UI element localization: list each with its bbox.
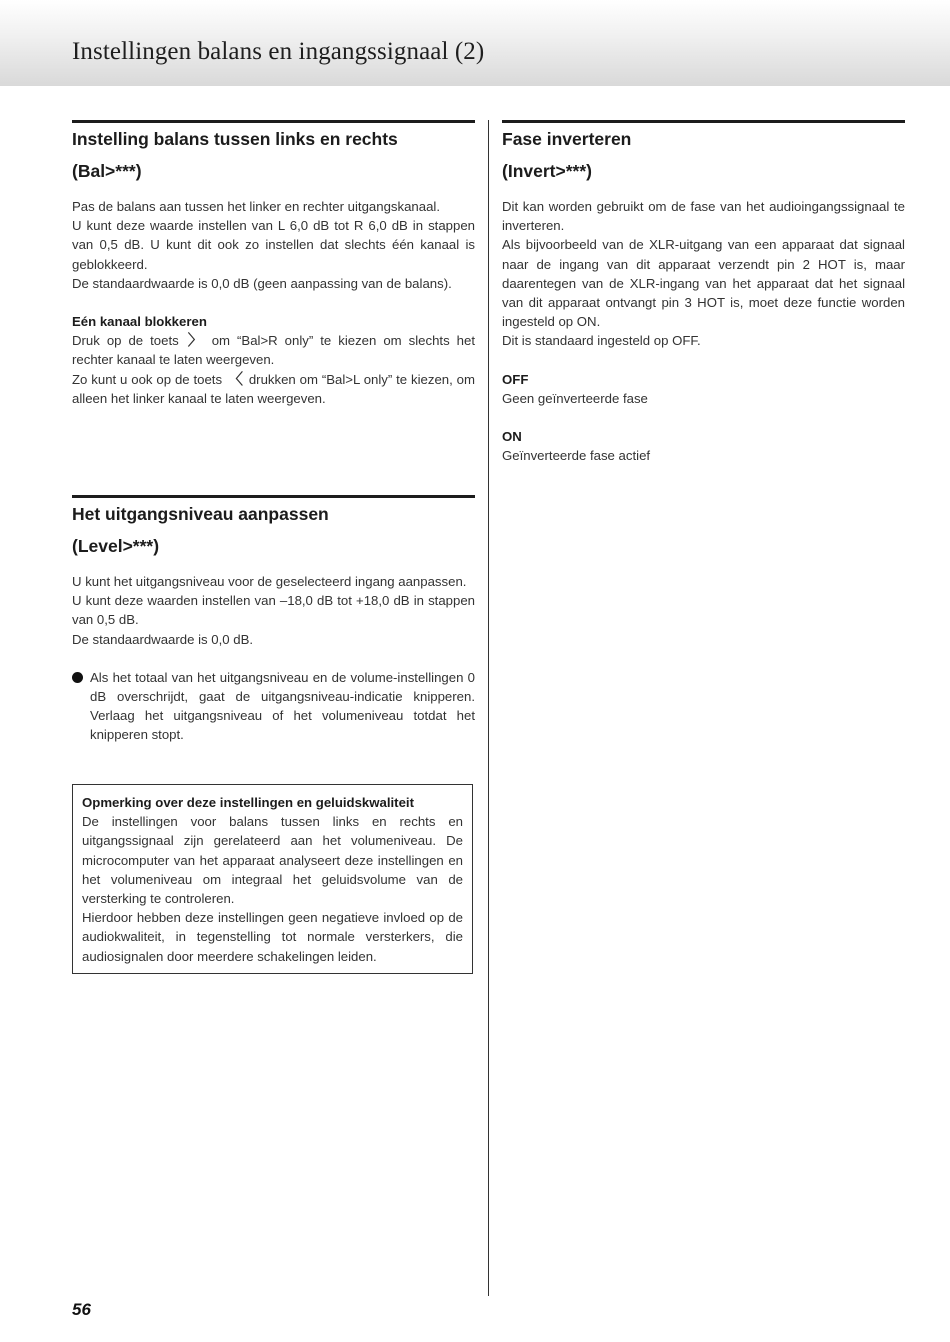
section-rule xyxy=(72,120,475,123)
invert-paragraph-1: Dit kan worden gebruikt om de fase van het audioingangssignaal te inverteren. xyxy=(502,199,905,234)
invert-body xyxy=(502,197,905,465)
level-paragraph-1: U kunt het uitgangsniveau voor de geselecteerd ingang aanpassen. xyxy=(72,574,467,589)
balance-title: Instelling balans tussen links en rechts xyxy=(72,129,398,149)
level-body xyxy=(72,572,475,745)
invert-section xyxy=(502,120,905,465)
level-bullet-text: Als het totaal van het uitgangsniveau en de volume-instellingen 0 dB overschrijdt, gaat de uitgangsniveau-indicatie knipperen. Verlaag het uitgangsniveau of het volumeniveau totdat het knipperen stopt. xyxy=(90,669,475,743)
column-divider xyxy=(488,120,489,1296)
level-bullet xyxy=(72,668,475,745)
invert-title: Fase inverteren xyxy=(502,129,632,149)
block-right-paragraph: Druk op de toets 〉 om “Bal>R only” te kiezen om slechts het rechter kanaal te laten weergeven. xyxy=(72,332,475,368)
balance-paragraph-2: U kunt deze waarde instellen van L 6,0 dB tot R 6,0 dB in stappen van 0,5 dB. U kunt dit ook zo instellen dat slechts één kanaal is geblokkeerd. xyxy=(72,218,475,272)
invert-paragraph-2: Als bijvoorbeeld van de XLR-uitgang van een apparaat dat signaal naar de ingang van dit apparaat verzendt pin 2 HOT is, maar daarentegen van de XLR-ingang van het apparaat dat het signaal van dit apparaat ontvangt pin 3 HOT is, moet deze functie worden ingesteld op ON. xyxy=(502,237,905,330)
note-paragraph-1: De instellingen voor balans tussen links en rechts en uitgangssignaal zijn gerelateerd aan het volumeniveau. De microcomputer van het apparaat analyseert deze instellingen en het volumeniveau om integraal het geluidsvolume van de versterking te controleren. xyxy=(82,814,463,907)
on-description: Geïnverteerde fase actief xyxy=(502,448,651,464)
note-title: Opmerking over deze instellingen en geluidskwaliteit xyxy=(82,795,414,810)
off-label: OFF xyxy=(502,371,529,387)
on-label: ON xyxy=(502,429,522,445)
block-left-paragraph: Zo kunt u ook op de toets 〈 drukken om “Bal>L only” te kiezen, om alleen het linker kanaal te laten weergeven. xyxy=(72,370,475,406)
bullet-dot-icon xyxy=(72,672,83,683)
balance-code: (Bal>***) xyxy=(72,161,142,181)
balance-body xyxy=(72,197,475,408)
block-channel-heading: Eén kanaal blokkeren xyxy=(72,314,207,330)
page-number: 56 xyxy=(72,1300,91,1319)
page-title: Instellingen balans en ingangssignaal (2) xyxy=(72,38,485,65)
invert-code: (Invert>***) xyxy=(502,161,592,181)
right-key-icon: 〉 xyxy=(187,332,203,350)
note-paragraph-2: Hierdoor hebben deze instellingen geen negatieve invloed op de audiokwaliteit, in tegenstelling tot normale versterkers, die audiosignalen door meerdere schakelingen leiden. xyxy=(82,910,463,964)
off-description: Geen geïnverteerde fase xyxy=(502,390,648,406)
balance-section xyxy=(72,120,475,408)
level-title: Het uitgangsniveau aanpassen xyxy=(72,504,329,524)
invert-paragraph-3: Dit is standaard ingesteld op OFF. xyxy=(502,333,701,349)
level-paragraph-2: U kunt deze waarden instellen van –18,0 dB tot +18,0 dB in stappen van 0,5 dB. xyxy=(72,593,475,628)
section-rule xyxy=(72,495,475,498)
balance-paragraph-3: De standaardwaarde is 0,0 dB (geen aanpassing van de balans). xyxy=(72,275,452,291)
left-key-icon: 〈 xyxy=(227,370,243,388)
level-code: (Level>***) xyxy=(72,536,160,556)
note-box xyxy=(72,784,473,974)
level-paragraph-3: De standaardwaarde is 0,0 dB. xyxy=(72,631,254,647)
level-section xyxy=(72,495,475,745)
balance-paragraph-1: Pas de balans aan tussen het linker en rechter uitgangskanaal. xyxy=(72,199,441,214)
section-rule xyxy=(502,120,905,123)
